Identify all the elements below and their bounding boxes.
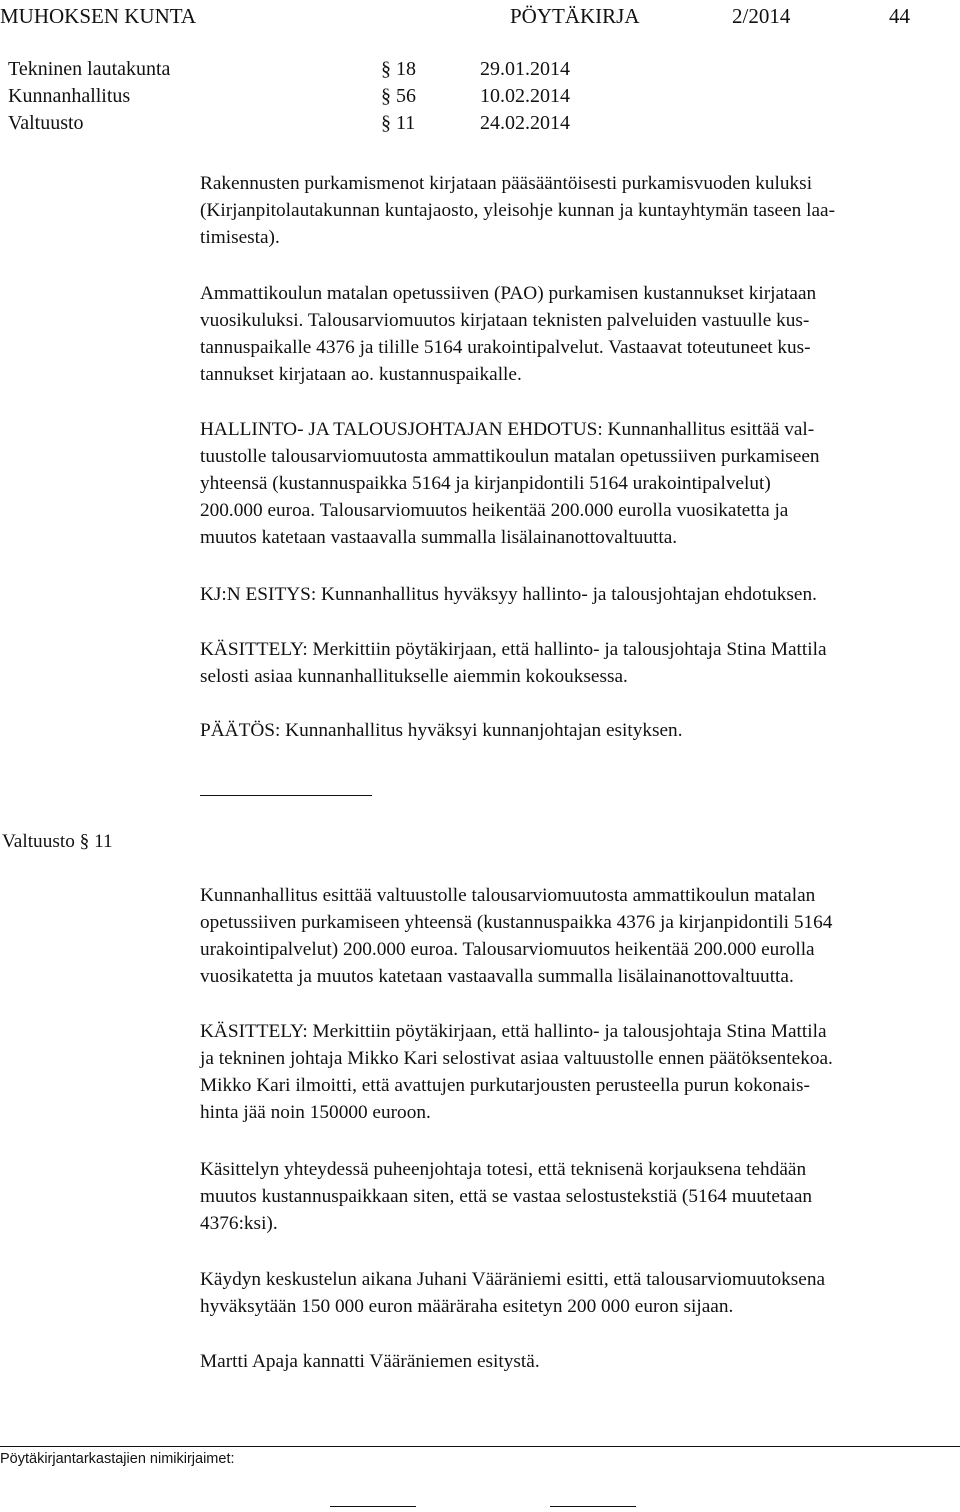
text-line: Mikko Kari ilmoitti, että avattujen purkutarjousten perusteella purun kokonais- [200, 1075, 810, 1096]
text-line: ja tekninen johtaja Mikko Kari selostivat asiaa valtuustolle ennen päätöksentekoa. [200, 1048, 833, 1069]
section-divider [200, 795, 372, 796]
document-type: PÖYTÄKIRJA [510, 4, 640, 28]
text-line: selosti asiaa kunnanhallitukselle aiemmin kokouksessa. [200, 666, 628, 687]
paragraph-valtuusto-proposal [200, 882, 958, 990]
signature-blank [550, 1506, 636, 1507]
text-line: KÄSITTELY: Merkittiin pöytäkirjaan, että hallinto- ja talousjohtaja Stina Mattila [200, 639, 827, 660]
paragraph-pao-demolition [200, 280, 958, 388]
text-line: Käsittelyn yhteydessä puheenjohtaja totesi, että teknisenä korjauksena tehdään [200, 1159, 807, 1180]
text-line: vuosikuluksi. Talousarviomuutos kirjataan teknisten palveluiden vastuulle kus- [200, 310, 810, 331]
text-line: KJ:N ESITYS: Kunnanhallitus hyväksyy hallinto- ja talousjohtajan ehdotuksen. [200, 584, 817, 605]
text-line: Käydyn keskustelun aikana Juhani Vääräniemi esitti, että talousarviomuutoksena [200, 1269, 826, 1290]
text-line: timisesta). [200, 227, 280, 248]
signature-blank [330, 1506, 416, 1507]
signature-label: Pöytäkirjantarkastajien nimikirjaimet: [0, 1451, 235, 1467]
text-line: Ammattikoulun matalan opetussiiven (PAO) purkamisen kustannukset kirjataan [200, 283, 817, 304]
paragraph-paatos [200, 717, 958, 744]
text-line: tuustolle talousarviomuutosta ammattikoulun matalan opetussiiven purkamiseen [200, 446, 820, 467]
paragraph-kj-esitys [200, 581, 958, 608]
text-line: vuosikatetta ja muutos katetaan vastaavalla summalla lisälainanottovaltuutta. [200, 966, 794, 987]
paragraph-counter-proposal [200, 1266, 958, 1320]
meeting-section: § 11 [381, 112, 416, 134]
text-line: 4376:ksi). [200, 1213, 278, 1234]
footer-rule [0, 1446, 960, 1447]
text-line: urakointipalvelut) 200.000 euroa. Talousarviomuutos heikentää 200.000 eurolla [200, 939, 815, 960]
meeting-date: 29.01.2014 [480, 58, 570, 80]
paragraph-seconding [200, 1348, 958, 1375]
meeting-date: 10.02.2014 [480, 85, 570, 107]
paragraph-depreciation [200, 170, 958, 251]
text-line: KÄSITTELY: Merkittiin pöytäkirjaan, että hallinto- ja talousjohtaja Stina Mattila [200, 1021, 827, 1042]
paragraph-valtuusto-kasittely [200, 1018, 958, 1126]
text-line: HALLINTO- JA TALOUSJOHTAJAN EHDOTUS: Kunnanhallitus esittää val- [200, 419, 815, 440]
municipality-name: MUHOKSEN KUNTA [0, 4, 197, 28]
paragraph-proposal [200, 416, 958, 551]
meeting-date: 24.02.2014 [480, 112, 570, 134]
text-line: 200.000 euroa. Talousarviomuutos heikentää 200.000 eurolla vuosikatetta ja [200, 500, 789, 521]
meeting-body: Tekninen lautakunta [8, 58, 171, 80]
paragraph-kasittely [200, 636, 958, 690]
page-number: 44 [889, 4, 910, 28]
meeting-body: Kunnanhallitus [8, 85, 131, 107]
text-line: hinta jää noin 150000 euroon. [200, 1102, 431, 1123]
meeting-section: § 18 [381, 58, 416, 80]
text-line: PÄÄTÖS: Kunnanhallitus hyväksyi kunnanjohtajan esityksen. [200, 720, 683, 741]
text-line: opetussiiven purkamiseen yhteensä (kustannuspaikka 4376 ja kirjanpidontili 5164 [200, 912, 833, 933]
text-line: tannukset kirjataan ao. kustannuspaikalle. [200, 364, 522, 385]
text-line: Rakennusten purkamismenot kirjataan pääsääntöisesti purkamisvuoden kuluksi [200, 173, 813, 194]
text-line: Kunnanhallitus esittää valtuustolle talousarviomuutosta ammattikoulun matalan [200, 885, 816, 906]
text-line: muutos katetaan vastaavalla summalla lisälainanottovaltuutta. [200, 527, 678, 548]
text-line: hyväksytään 150 000 euron määräraha esitetyn 200 000 euron sijaan. [200, 1296, 734, 1317]
paragraph-technical-correction [200, 1156, 958, 1237]
meeting-section: § 56 [381, 85, 416, 107]
document-number: 2/2014 [732, 4, 791, 28]
section-label-valtuusto: Valtuusto § 11 [2, 831, 113, 852]
meeting-body: Valtuusto [8, 112, 84, 134]
text-line: yhteensä (kustannuspaikka 5164 ja kirjanpidontili 5164 urakointipalvelut) [200, 473, 771, 494]
text-line: muutos kustannuspaikkaan siten, että se vastaa selostustekstiä (5164 muutetaan [200, 1186, 813, 1207]
text-line: tannuspaikalle 4376 ja tilille 5164 urakointipalvelut. Vastaavat toteutuneet kus- [200, 337, 811, 358]
text-line: (Kirjanpitolautakunnan kuntajaosto, yleisohje kunnan ja kuntayhtymän taseen laa- [200, 200, 836, 221]
text-line: Martti Apaja kannatti Vääräniemen esitystä. [200, 1351, 540, 1372]
